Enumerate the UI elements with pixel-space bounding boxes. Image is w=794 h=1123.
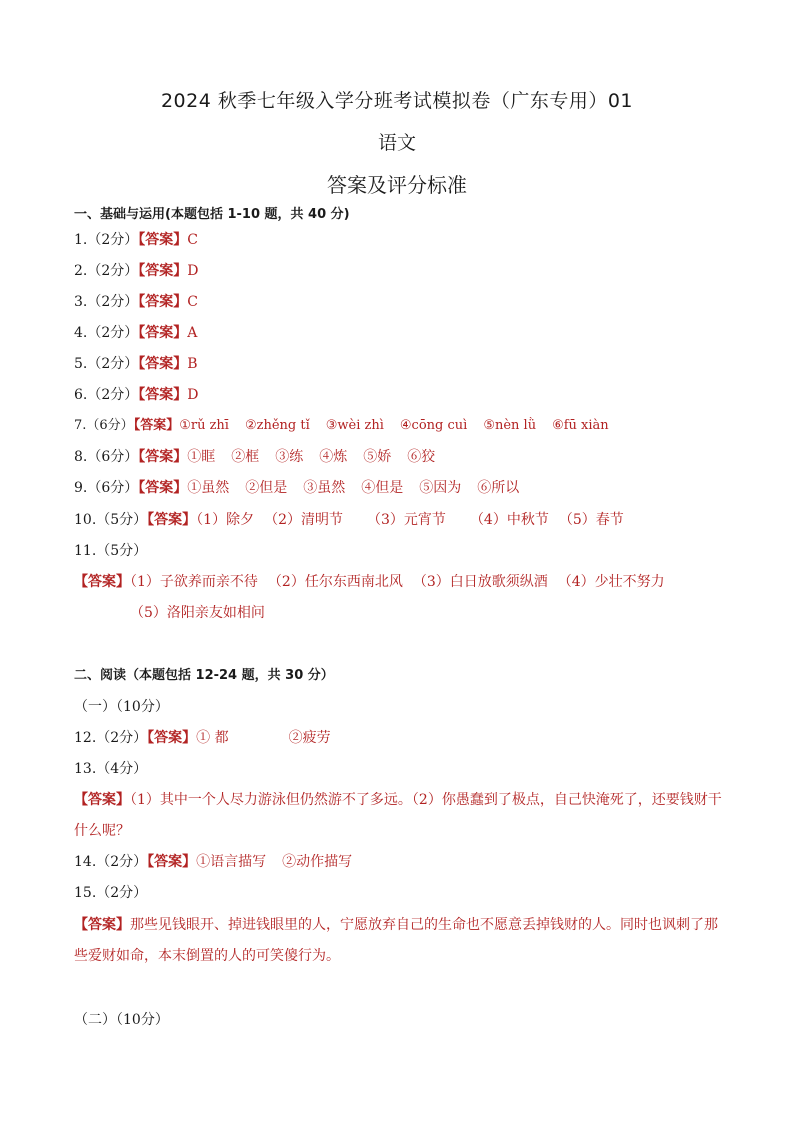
answer-part: ②框 xyxy=(231,449,260,465)
question-label: 13.（4分） xyxy=(74,761,148,777)
question-3 xyxy=(74,292,198,312)
question-13-answer xyxy=(74,790,722,810)
answer-part: （1）子欲养而亲不待 xyxy=(130,574,258,590)
answer-part: ④但是 xyxy=(361,480,404,496)
answer-part: ②但是 xyxy=(245,480,288,496)
answer-part: （2）清明节 xyxy=(264,512,344,528)
answer-tag: 【答案】 xyxy=(147,854,197,870)
answer-part: （2）任尔东西南北风 xyxy=(267,574,403,590)
question-15-answer-cont xyxy=(74,946,340,966)
answer-part: ① 都 xyxy=(196,730,229,746)
question-1 xyxy=(74,230,198,250)
question-2 xyxy=(74,261,199,281)
question-8 xyxy=(74,447,435,467)
question-9 xyxy=(74,478,519,498)
answer-text: 那些见钱眼开、掉进钱眼里的人，宁愿放弃自己的生命也不愿意丢掉钱财的人。同时也讽刺了那 xyxy=(130,917,718,933)
answer-tag: 【答案】 xyxy=(138,356,188,372)
answer-part: ③wèi zhì xyxy=(325,418,384,433)
question-6 xyxy=(74,385,199,405)
answer-tag: 【答案】 xyxy=(138,325,188,341)
answer-part: ①眶 xyxy=(187,449,216,465)
answer-tag: 【答案】 xyxy=(138,263,188,279)
answer-value: C xyxy=(187,294,198,310)
question-label: 14.（2分） xyxy=(74,854,148,870)
section1-title: 一、基础与运用(本题包括 1-10 题，共 40 分) xyxy=(74,207,350,222)
question-12 xyxy=(74,728,331,748)
answer-part: ②zhěng tǐ xyxy=(244,418,310,433)
answer-part: ②疲劳 xyxy=(288,730,331,746)
question-label: 11.（5分） xyxy=(74,543,148,559)
answer-tag: 【答案】 xyxy=(74,574,130,590)
answer-value: A xyxy=(187,325,198,341)
answer-tag: 【答案】 xyxy=(74,792,130,808)
answer-part: ③虽然 xyxy=(303,480,346,496)
question-10 xyxy=(74,510,624,530)
question-label: 9.（6分） xyxy=(74,480,139,496)
answer-heading: 答案及评分标准 xyxy=(327,173,467,197)
answer-part: ①rǔ zhī xyxy=(179,418,229,433)
answer-text: 什么呢？ xyxy=(74,823,130,839)
answer-part: （3）白日放歌须纵酒 xyxy=(412,574,548,590)
question-7 xyxy=(74,416,609,436)
answer-text: 些爱财如命，本末倒置的人的可笑傻行为。 xyxy=(74,948,340,964)
answer-tag: 【答案】 xyxy=(74,917,130,933)
question-label: 15.（2分） xyxy=(74,885,148,901)
question-label: 10.（5分） xyxy=(74,512,148,528)
answer-part: ⑥所以 xyxy=(477,480,520,496)
question-5 xyxy=(74,354,198,374)
answer-tag: 【答案】 xyxy=(138,387,188,403)
answer-tag: 【答案】 xyxy=(133,418,180,433)
document-title: 2024 秋季七年级入学分班考试模拟卷（广东专用）01 xyxy=(160,90,634,112)
answer-value: C xyxy=(187,232,198,248)
answer-part: ⑤因为 xyxy=(419,480,462,496)
answer-part: （4）少壮不努力 xyxy=(557,574,665,590)
question-label: 5.（2分） xyxy=(74,356,139,372)
question-13 xyxy=(74,759,147,779)
question-15 xyxy=(74,883,147,903)
question-11-answer xyxy=(74,572,665,592)
question-15-answer xyxy=(74,915,718,935)
answer-part: ①虽然 xyxy=(187,480,230,496)
question-label: 6.（2分） xyxy=(74,387,139,403)
answer-tag: 【答案】 xyxy=(147,512,197,528)
answer-text: （1）其中一个人尽力游泳但仍然游不了多远。（2）你愚蠢到了极点，自己快淹死了，还要钱财干 xyxy=(130,792,722,808)
answer-value: B xyxy=(187,356,198,372)
answer-part: ⑤娇 xyxy=(363,449,392,465)
subsection-2-title: （二）（10分） xyxy=(74,1012,169,1028)
answer-part: ④炼 xyxy=(319,449,348,465)
answer-part: ③练 xyxy=(275,449,304,465)
answer-part: ⑤nèn lǜ xyxy=(483,418,537,433)
answer-part: ②动作描写 xyxy=(282,854,353,870)
question-label: 8.（6分） xyxy=(74,449,139,465)
section2-title: 二、阅读（本题包括 12-24 题，共 30 分） xyxy=(74,668,334,683)
answer-part: ⑥狡 xyxy=(407,449,436,465)
question-4 xyxy=(74,323,197,343)
subsection-1-title: （一）（10分） xyxy=(74,699,169,715)
question-11 xyxy=(74,541,147,561)
answer-tag: 【答案】 xyxy=(147,730,197,746)
question-label: 7.（6分） xyxy=(74,418,134,433)
question-13-answer-cont xyxy=(74,821,130,841)
answer-part: ①语言描写 xyxy=(196,854,267,870)
question-label: 2.（2分） xyxy=(74,263,139,279)
answer-part: （5）春节 xyxy=(558,512,624,528)
answer-tag: 【答案】 xyxy=(138,232,188,248)
question-14 xyxy=(74,852,352,872)
answer-part: （5）洛阳亲友如相问 xyxy=(130,605,265,621)
answer-part: （1）除夕 xyxy=(196,512,255,528)
question-11-answer-cont xyxy=(130,603,265,623)
subject-title: 语文 xyxy=(377,132,416,154)
question-label: 1.（2分） xyxy=(74,232,139,248)
answer-value: D xyxy=(187,263,199,279)
answer-part: ④cōng cuì xyxy=(399,418,468,433)
answer-part: （3）元宵节 xyxy=(367,512,446,528)
answer-tag: 【答案】 xyxy=(138,294,188,310)
question-label: 12.（2分） xyxy=(74,730,148,746)
answer-part: （4）中秋节 xyxy=(469,512,549,528)
question-label: 3.（2分） xyxy=(74,294,139,310)
question-label: 4.（2分） xyxy=(74,325,139,341)
answer-tag: 【答案】 xyxy=(138,480,188,496)
answer-value: D xyxy=(187,387,199,403)
answer-tag: 【答案】 xyxy=(138,449,188,465)
answer-part: ⑥fū xiàn xyxy=(552,418,609,433)
